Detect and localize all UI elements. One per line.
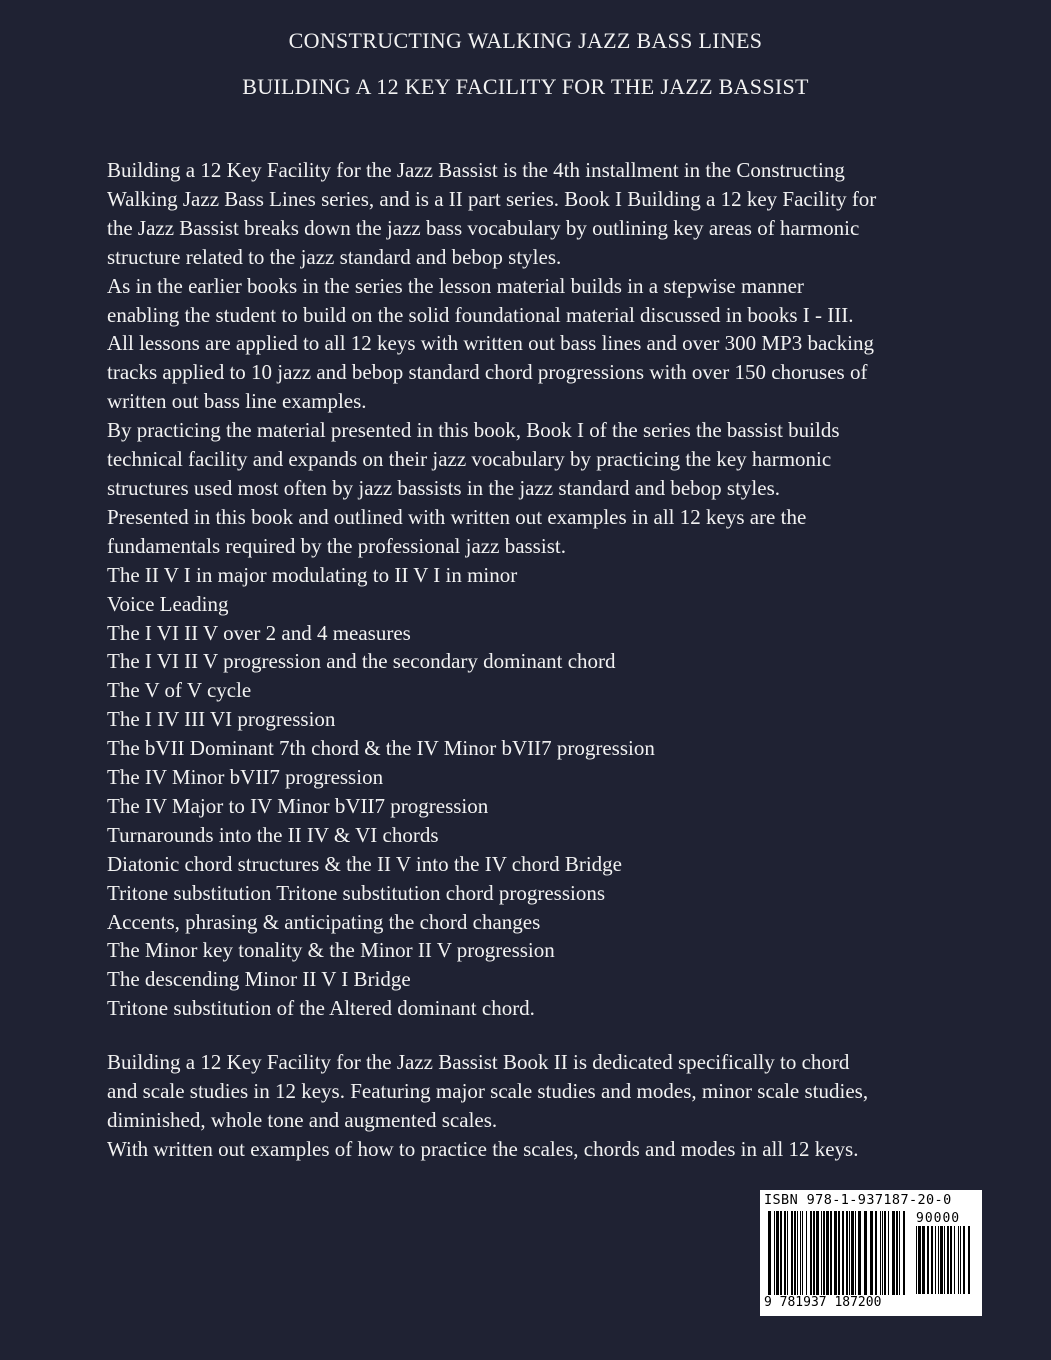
description-line: Voice Leading [107, 591, 229, 616]
description-line: All lessons are applied to all 12 keys with written out bass lines and over 300 MP3 backing [107, 331, 874, 356]
description-line: The bVII Dominant 7th chord & the IV Minor bVII7 progression [107, 736, 655, 761]
description-line: the Jazz Bassist breaks down the jazz bass vocabulary by outlining key areas of harmonic [107, 215, 860, 240]
ean-digits: 9 781937 187200 [764, 1295, 882, 1310]
description-line: Building a 12 Key Facility for the Jazz Bassist is the 4th installment in the Constructing [107, 158, 845, 182]
description-line: As in the earlier books in the series the lesson material builds in a stepwise manner [107, 273, 804, 298]
description-line: fundamentals required by the professional jazz bassist. [107, 533, 566, 558]
barcode-bars-icon [768, 1211, 908, 1295]
book-two-line: and scale studies in 12 keys. Featuring major scale studies and modes, minor scale studies, [107, 1078, 869, 1103]
description-line: technical facility and expands on their jazz vocabulary by practicing the key harmonic [107, 447, 832, 472]
description-line: The Minor key tonality & the Minor II V progression [107, 938, 555, 963]
price-addon-digits: 90000 [916, 1211, 961, 1226]
description-line: written out bass line examples. [107, 389, 367, 414]
description-line: The I IV III VI progression [107, 707, 336, 732]
description-line: The descending Minor II V I Bridge [107, 967, 411, 992]
description-line: Turnarounds into the II IV & VI chords [107, 822, 439, 847]
book-two-line: With written out examples of how to practice the scales, chords and modes in all 12 keys. [107, 1136, 859, 1161]
description-line: Presented in this book and outlined with written out examples in all 12 keys are the [107, 504, 807, 529]
description-line: The II V I in major modulating to II V I in minor [107, 562, 518, 587]
description-line: The V of V cycle [107, 678, 252, 703]
description-line: Tritone substitution of the Altered dominant chord. [107, 996, 535, 1021]
book-two-line: Building a 12 Key Facility for the Jazz Bassist Book II is dedicated specifically to chord [107, 1050, 850, 1074]
description-line: The IV Minor bVII7 progression [107, 765, 384, 790]
description-block [107, 156, 987, 1023]
isbn-number: ISBN 978-1-937187-20-0 [764, 1192, 952, 1208]
description-line: structures used most often by jazz bassists in the jazz standard and bebop styles. [107, 475, 781, 500]
description-line: enabling the student to build on the solid foundational material discussed in books I - III. [107, 302, 854, 327]
description-line: The IV Major to IV Minor bVII7 progression [107, 793, 489, 818]
description-line: structure related to the jazz standard and bebop styles. [107, 244, 562, 269]
isbn-barcode [760, 1190, 982, 1316]
book-title: BUILDING A 12 KEY FACILITY FOR THE JAZZ BASSIST [242, 74, 809, 99]
description-line: By practicing the material presented in this book, Book I of the series the bassist builds [107, 418, 840, 443]
description-line: Diatonic chord structures & the II V into the IV chord Bridge [107, 851, 622, 876]
addon-bars-icon [916, 1226, 972, 1294]
description-line: The I VI II V progression and the secondary dominant chord [107, 649, 616, 674]
book-two-line: diminished, whole tone and augmented scales. [107, 1107, 498, 1132]
description-line: Walking Jazz Bass Lines series, and is a II part series. Book I Building a 12 key Facility for [107, 186, 877, 211]
description-line: Tritone substitution Tritone substitution chord progressions [107, 880, 606, 905]
description-line: Accents, phrasing & anticipating the chord changes [107, 909, 541, 934]
description-line: tracks applied to 10 jazz and bebop standard chord progressions with over 150 choruses of [107, 360, 868, 385]
book-two-block [107, 1048, 987, 1164]
description-line: The I VI II V over 2 and 4 measures [107, 620, 411, 645]
series-title: CONSTRUCTING WALKING JAZZ BASS LINES [288, 28, 763, 53]
